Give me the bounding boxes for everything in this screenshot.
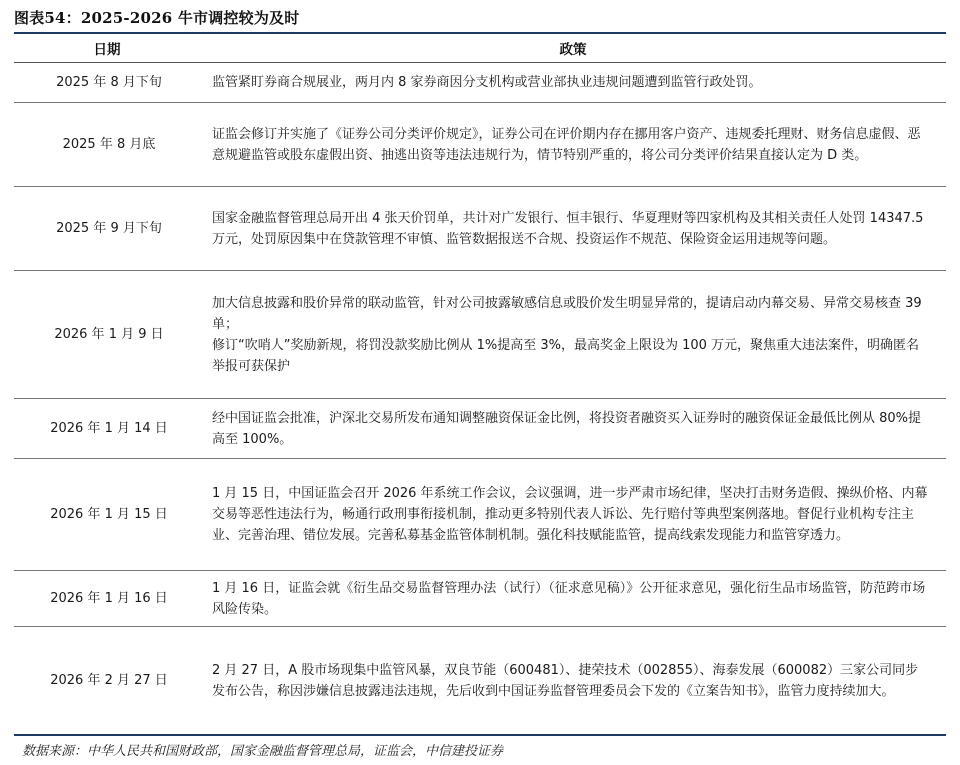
table-row	[14, 399, 946, 459]
table-header-row	[14, 34, 946, 63]
row-date: 2026 年 1 月 14 日	[14, 399, 200, 459]
row-policy	[200, 271, 946, 399]
row-date: 2026 年 2 月 27 日	[14, 627, 200, 735]
row-policy: 监管紧盯券商合规展业，两月内 8 家券商因分支机构或营业部执业违规问题遭到监管行政处罚。	[200, 63, 946, 103]
table-row	[14, 271, 946, 399]
row-policy: 1 月 15 日，中国证监会召开 2026 年系统工作会议，会议强调，进一步严肃市场纪律，坚决打击财务造假、操纵价格、内幕交易等恶性违法行为，畅通行政刑事衔接机制，推动更多特别代表人诉讼、先行赔付等典型案例落地。督促行业机构专注主业、完善治理、错位发展。完善私募基金监管体制机制。强化科技赋能监管，提高线索发现能力和监管穿透力。	[200, 459, 946, 571]
row-policy: 经中国证监会批准，沪深北交易所发布通知调整融资保证金比例，将投资者融资买入证券时的融资保证金最低比例从 80%提高至 100%。	[200, 399, 946, 459]
table-row	[14, 187, 946, 271]
data-source-note: 数据来源：中华人民共和国财政部，国家金融监督管理总局，证监会，中信建投证券	[22, 744, 504, 759]
row-date: 2026 年 1 月 16 日	[14, 571, 200, 627]
row-policy: 证监会修订并实施了《证券公司分类评价规定》，证券公司在评价期内存在挪用客户资产、违规委托理财、财务信息虚假、恶意规避监管或股东虚假出资、抽逃出资等违法违规行为，情节特别严重的，将公司分类评价结果直接认定为 D 类。	[200, 103, 946, 187]
table-row	[14, 627, 946, 735]
figure-title	[14, 7, 299, 28]
header-date: 日期	[14, 34, 200, 63]
policy-part-2: 修订“吹哨人”奖励新规，将罚没款奖励比例从 1%提高至 3%，最高奖金上限设为 100 万元，聚焦重大违法案件，明确匿名举报可获保护	[212, 337, 920, 374]
bottom-rule	[14, 734, 946, 736]
row-policy: 1 月 16 日，证监会就《衍生品交易监督管理办法（试行）（征求意见稿）》公开征求意见，强化衍生品市场监管，防范跨市场风险传染。	[200, 571, 946, 627]
row-date: 2026 年 1 月 15 日	[14, 459, 200, 571]
table-row	[14, 571, 946, 627]
row-policy: 国家金融监督管理总局开出 4 张天价罚单，共计对广发银行、恒丰银行、华夏理财等四家机构及其相关责任人处罚 14347.5 万元，处罚原因集中在贷款管理不审慎、监管数据报送不合规、投资运作不规范、保险资金运用违规等问题。	[200, 187, 946, 271]
figure-title-text: 2025-2026 牛市调控较为及时	[80, 9, 300, 27]
row-date: 2025 年 8 月下旬	[14, 63, 200, 103]
table-row	[14, 63, 946, 103]
policy-part-1: 加大信息披露和股价异常的联动监管，针对公司披露敏感信息或股价发生明显异常的，提请启动内幕交易、异常交易核查 39 单；	[212, 295, 922, 332]
row-date: 2026 年 1 月 9 日	[14, 271, 200, 399]
table-row	[14, 103, 946, 187]
header-policy: 政策	[200, 34, 946, 63]
policy-table	[14, 34, 946, 735]
figure-label: 图表54：	[14, 9, 81, 27]
table-row	[14, 459, 946, 571]
row-date: 2025 年 9 月下旬	[14, 187, 200, 271]
row-date: 2025 年 8 月底	[14, 103, 200, 187]
row-policy: 2 月 27 日，A 股市场现集中监管风暴，双良节能（600481）、捷荣技术（002855）、海泰发展（600082）三家公司同步发布公告，称因涉嫌信息披露违法违规，先后收到中国证券监督管理委员会下发的《立案告知书》，监管力度持续加大。	[200, 627, 946, 735]
